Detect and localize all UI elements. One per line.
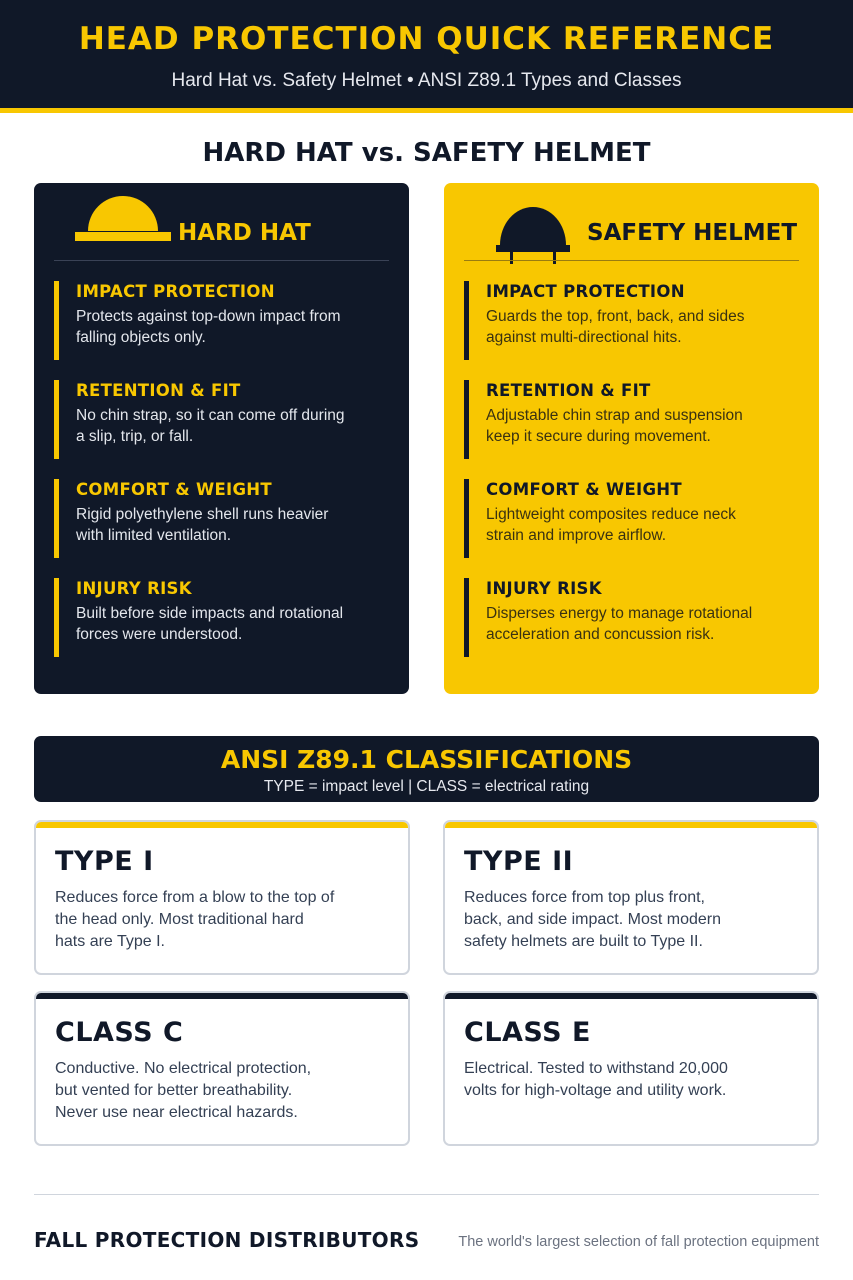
feature-injury-risk xyxy=(464,578,794,657)
feature-description: Protects against top-down impact from falling objects only. xyxy=(76,308,341,346)
feature-description: Adjustable chin strap and suspension keep it secure during movement. xyxy=(486,407,743,445)
footer-tagline: The world's largest selection of fall protection equipment xyxy=(458,1234,819,1250)
card-accent-bar xyxy=(445,822,817,828)
ansi-title: ANSI Z89.1 CLASSIFICATIONS xyxy=(220,745,633,774)
card-title: TYPE II xyxy=(464,846,574,877)
feature-title: RETENTION & FIT xyxy=(486,381,651,400)
type-ii-card xyxy=(443,820,819,975)
ansi-subtitle: TYPE = impact level | CLASS = electrical rating xyxy=(263,778,590,795)
comparison-title: HARD HAT vs. SAFETY HELMET xyxy=(202,138,651,168)
hard-hat-panel xyxy=(34,183,409,694)
card-accent-bar xyxy=(445,993,817,999)
hard-hat-title: HARD HAT xyxy=(178,220,311,246)
type-i-card xyxy=(34,820,410,975)
feature-title: RETENTION & FIT xyxy=(76,381,241,400)
feature-comfort-weight xyxy=(464,479,794,558)
feature-title: INJURY RISK xyxy=(76,579,192,598)
card-description: Conductive. No electrical protection, but vented for better breathability. Never use near electrical hazards. xyxy=(55,1060,312,1121)
feature-comfort-weight xyxy=(54,479,384,558)
feature-description: Built before side impacts and rotational forces were understood. xyxy=(76,605,344,643)
page-header xyxy=(0,0,853,113)
feature-title: COMFORT & WEIGHT xyxy=(486,480,682,499)
footer-brand: FALL PROTECTION DISTRIBUTORS xyxy=(34,1228,420,1252)
safety-helmet-icon xyxy=(494,203,572,267)
feature-title: INJURY RISK xyxy=(486,579,602,598)
safety-helmet-title: SAFETY HELMET xyxy=(587,220,798,246)
feature-title: COMFORT & WEIGHT xyxy=(76,480,272,499)
card-title: TYPE I xyxy=(55,846,154,877)
class-e-card xyxy=(443,991,819,1146)
feature-retention-fit xyxy=(464,380,794,459)
class-c-card xyxy=(34,991,410,1146)
feature-injury-risk xyxy=(54,578,384,657)
page-subtitle: Hard Hat vs. Safety Helmet • ANSI Z89.1 Types and Classes xyxy=(171,70,682,91)
card-description: Electrical. Tested to withstand 20,000 volts for high-voltage and utility work. xyxy=(464,1060,728,1099)
card-accent-bar xyxy=(36,822,408,828)
panel-divider xyxy=(464,260,799,261)
hard-hat-icon xyxy=(74,195,172,245)
card-description: Reduces force from top plus front, back, and side impact. Most modern safety helmets are built to Type II. xyxy=(464,889,722,950)
feature-description: No chin strap, so it can come off during a slip, trip, or fall. xyxy=(76,407,345,445)
feature-retention-fit xyxy=(54,380,384,459)
feature-title: IMPACT PROTECTION xyxy=(76,282,275,301)
footer-divider xyxy=(34,1194,819,1195)
card-title: CLASS C xyxy=(55,1017,184,1048)
feature-description: Disperses energy to manage rotational acceleration and concussion risk. xyxy=(486,605,753,643)
feature-description: Lightweight composites reduce neck strain and improve airflow. xyxy=(486,506,736,544)
feature-impact-protection xyxy=(54,281,384,360)
card-description: Reduces force from a blow to the top of the head only. Most traditional hard hats are Type I. xyxy=(55,889,335,950)
feature-title: IMPACT PROTECTION xyxy=(486,282,685,301)
page-title: HEAD PROTECTION QUICK REFERENCE xyxy=(78,21,775,57)
card-accent-bar xyxy=(36,993,408,999)
safety-helmet-panel xyxy=(444,183,819,694)
card-title: CLASS E xyxy=(464,1017,591,1048)
ansi-banner xyxy=(34,736,819,802)
panel-divider xyxy=(54,260,389,261)
feature-description: Guards the top, front, back, and sides against multi-directional hits. xyxy=(486,308,745,346)
feature-impact-protection xyxy=(464,281,794,360)
feature-description: Rigid polyethylene shell runs heavier with limited ventilation. xyxy=(76,506,329,544)
